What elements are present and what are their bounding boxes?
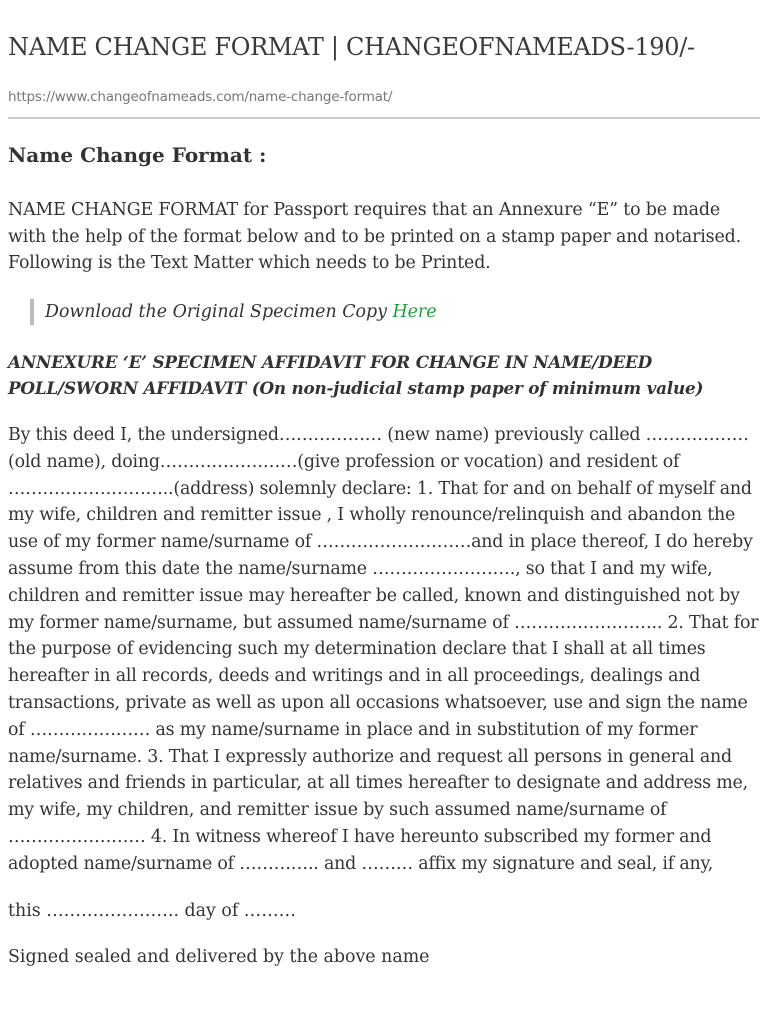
page-title: NAME CHANGE FORMAT | CHANGEOFNAMEADS-190/-	[8, 33, 695, 61]
page-url-link[interactable]: https://www.changeofnameads.com/name-change-format/	[8, 89, 393, 105]
section-heading: Name Change Format :	[8, 143, 267, 167]
affidavit-body: By this deed I, the undersigned……………… (new name) previously called ……………… (old name), doing……………………(give profession or vocation) and resident of ………………………..(address) solemnly declare: 1. That for and on behalf of myself and my wife, children and remitter issue , I wholly renounce/relinquish and abandon the use of my former name/surname of ………………………and in place thereof, I do hereby assume from this date the name/surname ……………………., so that I and my wife, children and remitter issue may hereafter be called, known and distinguished not by my former name/surname, but assumed name/surname of …………………….. 2. That for the purpose of evidencing such my determination declare that I shall at all times hereafter in all records, deeds and writings and in all proceedings, dealings and transactions, private as well as upon all occasions whatsoever, use and sign the name of ………………… as my name/surname in place and in substitution of my former name/surname. 3. That I expressly authorize and request all persons in general and relatives and friends in particular, at all times hereafter to designate and address me, my wife, my children, and remitter issue by such assumed name/surname of …………………… 4. In witness whereof I have hereunto subscribed my former and adopted name/surname of ………….. and ……… affix my signature and seal, if any,	[8, 424, 759, 874]
download-text: Download the Original Specimen Copy	[45, 301, 393, 322]
download-blockquote	[30, 299, 760, 325]
annexure-title: ANNEXURE ‘E’ SPECIMEN AFFIDAVIT FOR CHANGE IN NAME/DEED POLL/SWORN AFFIDAVIT (On non-judicial stamp paper of minimum value)	[8, 351, 704, 399]
download-here-link[interactable]: Here	[392, 301, 437, 322]
signed-line: Signed sealed and delivered by the above name	[8, 947, 430, 968]
day-line: this ………………….. day of ………	[8, 900, 296, 921]
intro-paragraph: NAME CHANGE FORMAT for Passport requires that an Annexure “E” to be made with the help of the format below and to be printed on a stamp paper and notarised. Following is the Text Matter which needs to be Printed.	[8, 200, 741, 274]
header-divider	[8, 117, 760, 119]
